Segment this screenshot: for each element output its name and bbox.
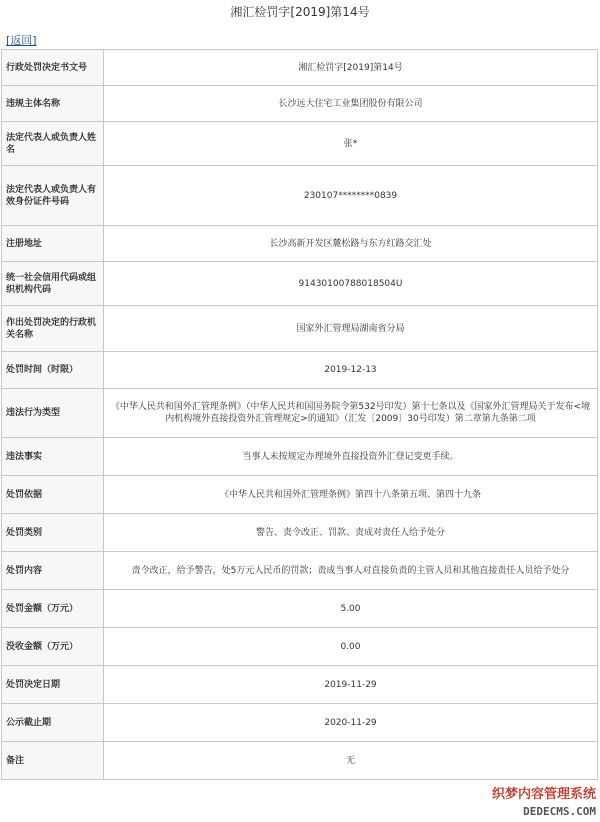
row-label: 公示截止期	[2, 704, 104, 742]
row-label: 违法事实	[2, 438, 104, 476]
table-row	[2, 552, 598, 590]
row-label: 处罚决定日期	[2, 666, 104, 704]
row-value: 2019-12-13	[104, 352, 598, 389]
table-row	[2, 628, 598, 666]
table-row	[2, 590, 598, 628]
row-value: 《中华人民共和国外汇管理条例》第四十八条第五项、第四十九条	[104, 476, 598, 514]
row-value: 0.00	[104, 628, 598, 666]
row-value: 张*	[104, 122, 598, 166]
page-title: 湘汇检罚字[2019]第14号	[230, 5, 370, 19]
row-value: 230107********0839	[104, 166, 598, 226]
row-label: 没收金额（万元）	[2, 628, 104, 666]
row-value: 长沙高新开发区麓松路与东方红路交汇处	[104, 226, 598, 262]
row-label: 处罚内容	[2, 552, 104, 590]
row-label: 行政处罚决定书文号	[2, 50, 104, 86]
row-label: 处罚依据	[2, 476, 104, 514]
watermark-title: 织梦内容管理系统	[491, 787, 596, 802]
table-row	[2, 666, 598, 704]
table-row	[2, 86, 598, 122]
row-value: 《中华人民共和国外汇管理条例》（中华人民共和国国务院令第532号印发）第十七条以及《国家外汇管理局关于发布<境内机构境外直接投资外汇管理规定>的通知》（汇发〔2009〕30号印发）第二章第九条第二项	[104, 389, 598, 438]
table-row	[2, 438, 598, 476]
table-row	[2, 122, 598, 166]
table-row	[2, 704, 598, 742]
row-label: 处罚时间（时限）	[2, 352, 104, 389]
table-row	[2, 742, 598, 780]
row-label: 注册地址	[2, 226, 104, 262]
table-row	[2, 476, 598, 514]
row-value: 无	[104, 742, 598, 780]
table-row	[2, 226, 598, 262]
table-row	[2, 306, 598, 352]
row-label: 法定代表人或负责人有效身份证件号码	[2, 166, 104, 226]
back-link[interactable]: [返回]	[6, 34, 37, 47]
row-label: 作出处罚决定的行政机关名称	[2, 306, 104, 352]
row-value: 当事人未按规定办理境外直接投资外汇登记变更手续。	[104, 438, 598, 476]
row-label: 违规主体名称	[2, 86, 104, 122]
row-label: 统一社会信用代码或组织机构代码	[2, 262, 104, 306]
table-row	[2, 389, 598, 438]
row-value: 湘汇检罚字[2019]第14号	[104, 50, 598, 86]
row-value: 2020-11-29	[104, 704, 598, 742]
row-label: 备注	[2, 742, 104, 780]
row-value: 国家外汇管理局湖南省分局	[104, 306, 598, 352]
table-row	[2, 514, 598, 552]
watermark-url: DEDECMS.COM	[523, 805, 596, 818]
penalty-info-table	[1, 49, 598, 780]
table-row	[2, 262, 598, 306]
row-value: 5.00	[104, 590, 598, 628]
row-value: 责令改正，给予警告，处5万元人民币的罚款；责成当事人对直接负责的主管人员和其他直接责任人员给予处分	[104, 552, 598, 590]
row-label: 处罚类别	[2, 514, 104, 552]
row-label: 法定代表人或负责人姓名	[2, 122, 104, 166]
table-row	[2, 50, 598, 86]
row-value: 2019-11-29	[104, 666, 598, 704]
table-row	[2, 352, 598, 389]
row-value: 警告、责令改正、罚款、责成对责任人给予处分	[104, 514, 598, 552]
row-label: 处罚金额（万元）	[2, 590, 104, 628]
row-label: 违法行为类型	[2, 389, 104, 438]
row-value: 91430100788018504U	[104, 262, 598, 306]
row-value: 长沙远大住宅工业集团股份有限公司	[104, 86, 598, 122]
table-row	[2, 166, 598, 226]
